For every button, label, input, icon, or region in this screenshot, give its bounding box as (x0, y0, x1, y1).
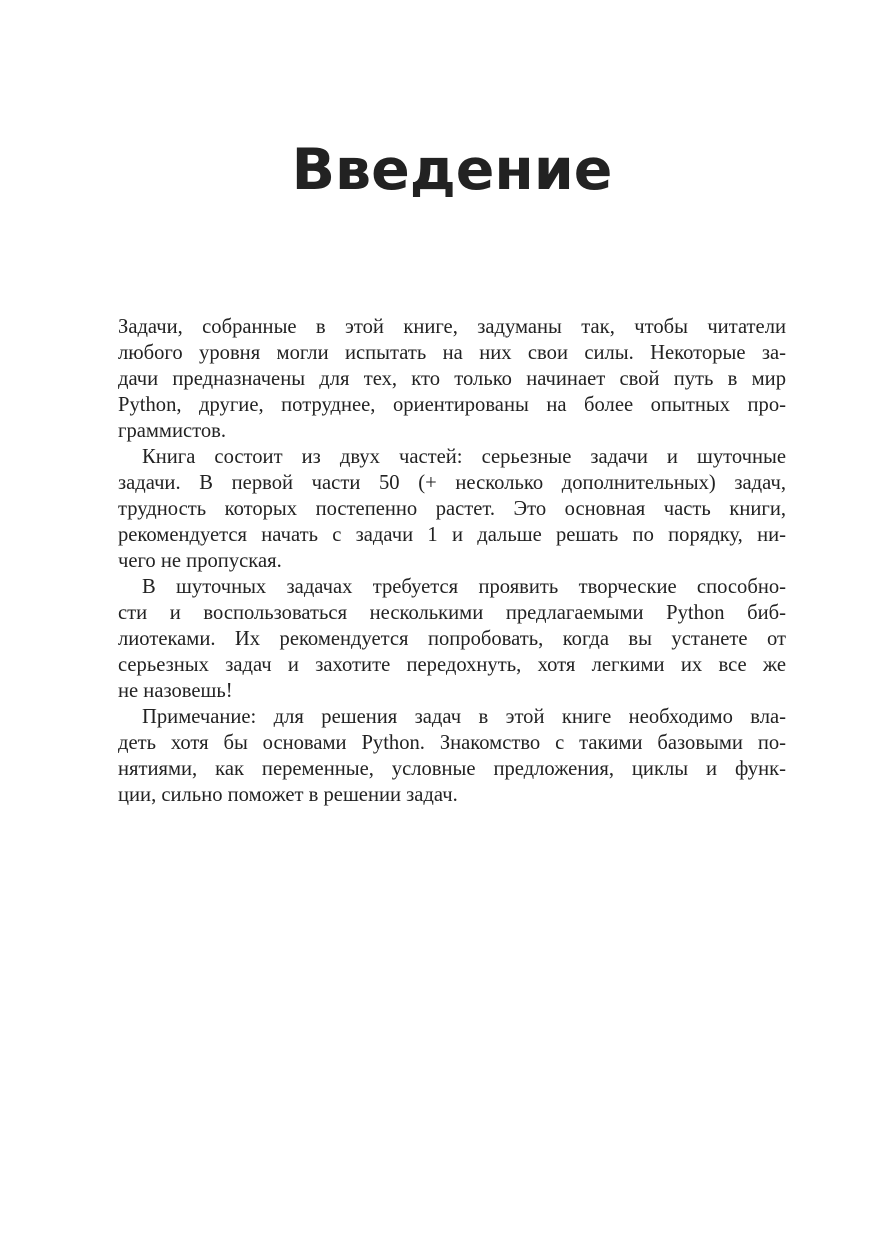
text-line: не назовешь! (118, 680, 233, 702)
text-line: рекомендуется начать с задачи 1 и дальше решать по порядку, ни- (118, 524, 786, 546)
text-line: Книга состоит из двух частей: серьезные задачи и шуточные (142, 446, 786, 468)
text-line: Задачи, собранные в этой книге, задуманы так, чтобы читатели (118, 316, 786, 338)
text-line: Python, другие, потруднее, ориентированы на более опытных про- (118, 394, 786, 416)
paragraph-1 (118, 314, 786, 444)
text-line: задачи. В первой части 50 (+ несколько дополнительных) задач, (118, 472, 786, 494)
text-line: серьезных задач и захотите передохнуть, хотя легкими их все же (118, 654, 786, 676)
text-line: лиотеками. Их рекомендуется попробовать, когда вы устанете от (118, 628, 786, 650)
text-line: дачи предназначены для тех, кто только начинает свой путь в мир (118, 368, 786, 390)
paragraph-4 (118, 704, 786, 808)
paragraph-3 (118, 574, 786, 704)
text-line: любого уровня могли испытать на них свои силы. Некоторые за- (118, 342, 786, 364)
text-line: деть хотя бы основами Python. Знакомство с такими базовыми по- (118, 732, 786, 754)
paragraph-2 (118, 444, 786, 574)
text-line: чего не пропуская. (118, 550, 282, 572)
text-line: Примечание: для решения задач в этой книге необходимо вла- (142, 706, 786, 728)
text-line: нятиями, как переменные, условные предложения, циклы и функ- (118, 758, 786, 780)
chapter-body (118, 314, 786, 808)
text-line: трудность которых постепенно растет. Это основная часть книги, (118, 498, 786, 520)
text-line: граммистов. (118, 420, 227, 442)
text-line: сти и воспользоваться несколькими предлагаемыми Python биб- (118, 602, 786, 624)
text-line: В шуточных задачах требуется проявить творческие способно- (142, 576, 786, 598)
text-line: ции, сильно поможет в решении задач. (118, 784, 458, 806)
chapter-title: Введение (291, 137, 613, 203)
